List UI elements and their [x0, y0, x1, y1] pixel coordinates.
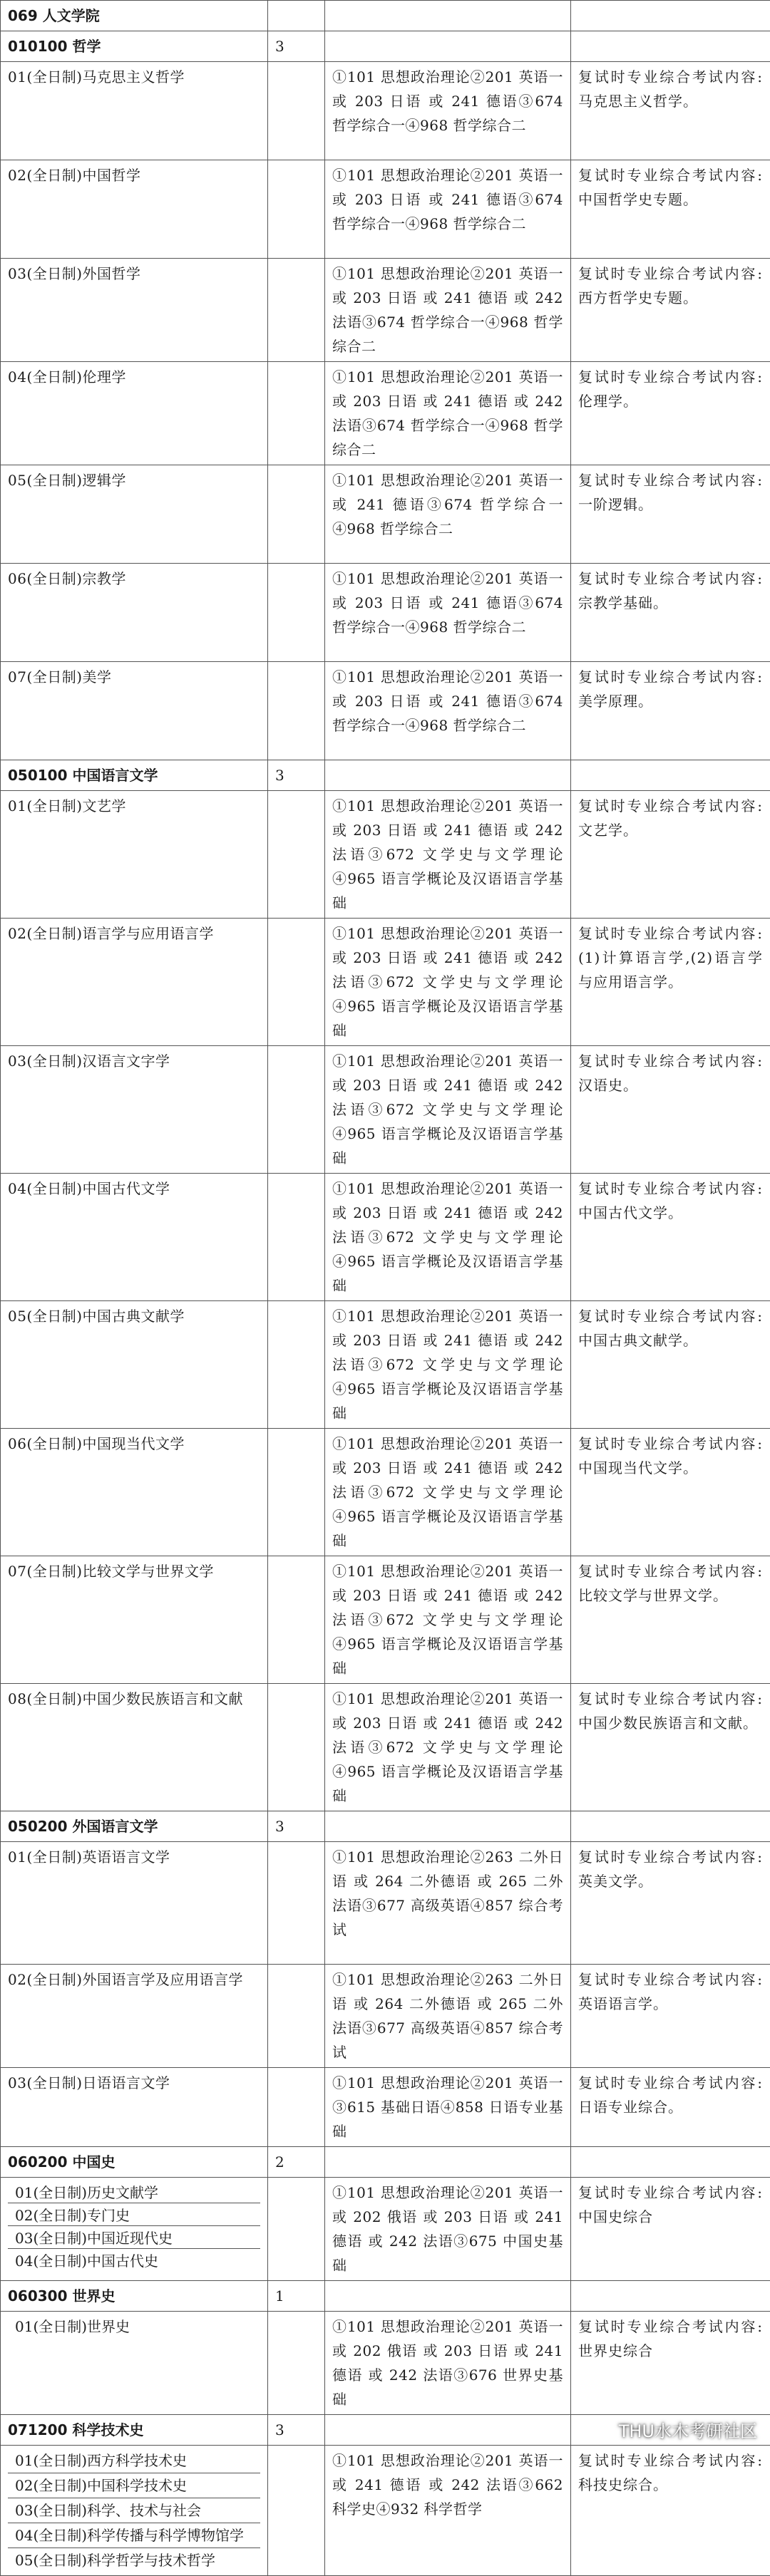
watermark-text: THU水木考研社区: [619, 2417, 757, 2442]
retest-note: 复试时专业综合考试内容:比较文学与世界文学。: [571, 1556, 770, 1684]
retest-note: 复试时专业综合考试内容:日语专业综合。: [571, 2068, 770, 2147]
direction-name: 02(全日制)语言学与应用语言学: [1, 919, 268, 1046]
direction-quota-empty: [268, 2068, 325, 2147]
catalog-body: [1, 1, 770, 2576]
direction-name: 04(全日制)中国古代文学: [1, 1174, 268, 1301]
direction-name: 04(全日制)伦理学: [1, 362, 268, 465]
direction-quota-empty: [268, 1556, 325, 1684]
direction-name: 01(全日制)马克思主义哲学: [1, 62, 268, 160]
retest-note: 复试时专业综合考试内容:中国现当代文学。: [571, 1429, 770, 1556]
direction-name: 06(全日制)宗教学: [1, 564, 268, 662]
retest-note: 复试时专业综合考试内容:中国少数民族语言和文献。: [571, 1684, 770, 1811]
direction-name: 04(全日制)科学传播与科学博物馆学: [8, 2523, 260, 2548]
direction-name: 07(全日制)比较文学与世界文学: [1, 1556, 268, 1684]
retest-note: 复试时专业综合考试内容:一阶逻辑。: [571, 465, 770, 564]
direction-name: 06(全日制)中国现当代文学: [1, 1429, 268, 1556]
exam-subjects: ①101 思想政治理论②201 英语一 或 202 俄语 或 203 日语 或 241 德语 或 242 法语③676 世界史基础: [325, 2312, 571, 2415]
direction-row: [1, 259, 770, 362]
exam-subjects: ①101 思想政治理论②201 英语一 或 203 日语 或 241 德语③674 哲学综合一④968 哲学综合二: [325, 662, 571, 760]
major-code-name: 060300 世界史: [1, 2281, 268, 2312]
major-row: [1, 2147, 770, 2178]
direction-group-row: [1, 2446, 770, 2576]
direction-quota-empty: [268, 2312, 325, 2415]
direction-list: [1, 2312, 268, 2415]
direction-row: [1, 62, 770, 160]
exam-subjects-empty: [325, 1811, 571, 1842]
direction-group-row: [1, 2178, 770, 2281]
retest-note: 复试时专业综合考试内容:马克思主义哲学。: [571, 62, 770, 160]
direction-name: 04(全日制)中国古代史: [8, 2249, 260, 2271]
direction-row: [1, 465, 770, 564]
major-code-name: 050200 外国语言文学: [1, 1811, 268, 1842]
watermark: [589, 2417, 757, 2442]
retest-note: 复试时专业综合考试内容:美学原理。: [571, 662, 770, 760]
direction-row: [1, 1842, 770, 1965]
exam-subjects: ①101 思想政治理论②201 英语一 或 203 日语 或 241 德语 或 242 法语③672 文学史与文学理论④965 语言学概论及汉语语言学基础: [325, 1046, 571, 1174]
direction-name: 05(全日制)逻辑学: [1, 465, 268, 564]
major-quota: 3: [268, 1811, 325, 1842]
direction-quota-empty: [268, 2178, 325, 2281]
direction-row: [1, 564, 770, 662]
direction-row: [1, 2068, 770, 2147]
major-code-name: 050100 中国语言文学: [1, 760, 268, 791]
retest-note: 复试时专业综合考试内容:中国哲学史专题。: [571, 160, 770, 259]
direction-name: 03(全日制)日语语言文学: [1, 2068, 268, 2147]
direction-row: [1, 791, 770, 919]
direction-name: 03(全日制)中国近现代史: [8, 2226, 260, 2249]
exam-subjects: ①101 思想政治理论②201 英语一 或 203 日语 或 241 德语③674 哲学综合一④968 哲学综合二: [325, 564, 571, 662]
exam-subjects: ①101 思想政治理论②201 英语一 或 203 日语 或 241 德语 或 242 法语③672 文学史与文学理论④965 语言学概论及汉语语言学基础: [325, 919, 571, 1046]
direction-quota-empty: [268, 1046, 325, 1174]
exam-subjects: ①101 思想政治理论②201 英语一 或 203 日语 或 241 德语③674 哲学综合一④968 哲学综合二: [325, 160, 571, 259]
major-quota: 3: [268, 2415, 325, 2446]
exam-subjects: ①101 思想政治理论②201 英语一 或 203 日语 或 241 德语 或 242 法语③674 哲学综合一④968 哲学综合二: [325, 259, 571, 362]
direction-name: 08(全日制)中国少数民族语言和文献: [1, 1684, 268, 1811]
major-row: [1, 1811, 770, 1842]
direction-quota-empty: [268, 465, 325, 564]
direction-quota-empty: [268, 919, 325, 1046]
major-quota: 3: [268, 760, 325, 791]
direction-row: [1, 1556, 770, 1684]
exam-subjects: ①101 思想政治理论②263 二外日语 或 264 二外德语 或 265 二外法语③677 高级英语④857 综合考试: [325, 1965, 571, 2068]
retest-note: 复试时专业综合考试内容:科技史综合。: [571, 2446, 770, 2576]
note-empty: [571, 2281, 770, 2312]
direction-row: [1, 919, 770, 1046]
institute-row: [1, 1, 770, 31]
direction-row: [1, 1965, 770, 2068]
exam-subjects: ①101 思想政治理论②201 英语一 或 203 日语 或 241 德语 或 242 法语③672 文学史与文学理论④965 语言学概论及汉语语言学基础: [325, 791, 571, 919]
institute-name: 069 人文学院: [1, 1, 268, 31]
retest-note: 复试时专业综合考试内容:中国古典文献学。: [571, 1301, 770, 1429]
retest-note: 复试时专业综合考试内容:文艺学。: [571, 791, 770, 919]
exam-subjects-empty: [325, 2415, 571, 2446]
note-empty: [571, 760, 770, 791]
direction-name: 03(全日制)外国哲学: [1, 259, 268, 362]
direction-list: [1, 2446, 268, 2576]
direction-name: 01(全日制)历史文献学: [8, 2181, 260, 2203]
major-code-name: 060200 中国史: [1, 2147, 268, 2178]
direction-name: 07(全日制)美学: [1, 662, 268, 760]
exam-subjects-empty: [325, 760, 571, 791]
exam-subjects: ①101 思想政治理论②201 英语一 或 241 德语③674 哲学综合一④968 哲学综合二: [325, 465, 571, 564]
exam-subjects-empty: [325, 31, 571, 62]
retest-note: 复试时专业综合考试内容:宗教学基础。: [571, 564, 770, 662]
direction-row: [1, 362, 770, 465]
direction-group-row: [1, 2312, 770, 2415]
retest-note: 复试时专业综合考试内容:中国史综合: [571, 2178, 770, 2281]
exam-subjects: ①101 思想政治理论②201 英语一 或 202 俄语 或 203 日语 或 241 德语 或 242 法语③675 中国史基础: [325, 2178, 571, 2281]
exam-subjects: ①101 思想政治理论②201 英语一 或 203 日语 或 241 德语 或 242 法语③672 文学史与文学理论④965 语言学概论及汉语语言学基础: [325, 1684, 571, 1811]
retest-note: 复试时专业综合考试内容:英语语言学。: [571, 1965, 770, 2068]
major-row: [1, 2281, 770, 2312]
major-quota: 2: [268, 2147, 325, 2178]
direction-name: 05(全日制)科学哲学与技术哲学: [8, 2548, 260, 2572]
direction-row: [1, 1046, 770, 1174]
direction-row: [1, 1301, 770, 1429]
direction-quota-empty: [268, 362, 325, 465]
direction-quota-empty: [268, 662, 325, 760]
major-code-name: 010100 哲学: [1, 31, 268, 62]
direction-name: 03(全日制)科学、技术与社会: [8, 2498, 260, 2523]
note-empty: [571, 1811, 770, 1842]
direction-list: [1, 2178, 268, 2281]
exam-subjects-empty: [325, 2281, 571, 2312]
direction-quota-empty: [268, 160, 325, 259]
retest-note: 复试时专业综合考试内容:西方哲学史专题。: [571, 259, 770, 362]
direction-name: 01(全日制)英语语言文学: [1, 1842, 268, 1965]
direction-name: 01(全日制)文艺学: [1, 791, 268, 919]
retest-note: 复试时专业综合考试内容:中国古代文学。: [571, 1174, 770, 1301]
exam-subjects: ①101 思想政治理论②263 二外日语 或 264 二外德语 或 265 二外法语③677 高级英语④857 综合考试: [325, 1842, 571, 1965]
direction-name: 01(全日制)西方科学技术史: [8, 2448, 260, 2473]
note-empty: [571, 2147, 770, 2178]
direction-quota-empty: [268, 1301, 325, 1429]
exam-subjects: ①101 思想政治理论②201 英语一 或 203 日语 或 241 德语 或 242 法语③672 文学史与文学理论④965 语言学概论及汉语语言学基础: [325, 1301, 571, 1429]
direction-row: [1, 1174, 770, 1301]
major-row: [1, 760, 770, 791]
direction-quota-empty: [268, 259, 325, 362]
exam-subjects: ①101 思想政治理论②201 英语一 或 203 日语 或 241 德语 或 242 法语③672 文学史与文学理论④965 语言学概论及汉语语言学基础: [325, 1174, 571, 1301]
direction-quota-empty: [268, 62, 325, 160]
major-quota: 3: [268, 31, 325, 62]
exam-subjects: ①101 思想政治理论②201 英语一 或 203 日语 或 241 德语 或 242 法语③672 文学史与文学理论④965 语言学概论及汉语语言学基础: [325, 1429, 571, 1556]
direction-name: 02(全日制)中国科学技术史: [8, 2473, 260, 2498]
direction-quota-empty: [268, 1965, 325, 2068]
exam-subjects: ①101 思想政治理论②201 英语一 或 203 日语 或 241 德语 或 242 法语③672 文学史与文学理论④965 语言学概论及汉语语言学基础: [325, 1556, 571, 1684]
direction-quota-empty: [268, 1174, 325, 1301]
retest-note: 复试时专业综合考试内容:(1)计算语言学,(2)语言学与应用语言学。: [571, 919, 770, 1046]
exam-subjects: ①101 思想政治理论②201 英语一 或 241 德语 或 242 法语③662 科学史④932 科学哲学: [325, 2446, 571, 2576]
direction-quota-empty: [268, 1429, 325, 1556]
direction-quota-empty: [268, 1684, 325, 1811]
direction-name: 02(全日制)中国哲学: [1, 160, 268, 259]
direction-quota-empty: [268, 791, 325, 919]
retest-note: 复试时专业综合考试内容:伦理学。: [571, 362, 770, 465]
exam-subjects: ①101 思想政治理论②201 英语一 或 203 日语 或 241 德语 或 242 法语③674 哲学综合一④968 哲学综合二: [325, 362, 571, 465]
direction-quota-empty: [268, 564, 325, 662]
major-quota: 1: [268, 2281, 325, 2312]
retest-note: 复试时专业综合考试内容:世界史综合: [571, 2312, 770, 2415]
direction-name: 03(全日制)汉语言文字学: [1, 1046, 268, 1174]
note-empty: [571, 31, 770, 62]
direction-row: [1, 662, 770, 760]
wechat-icon: [589, 2419, 613, 2441]
retest-note: 复试时专业综合考试内容:汉语史。: [571, 1046, 770, 1174]
direction-row: [1, 160, 770, 259]
exam-subjects: ①101 思想政治理论②201 英语一 或 203 日语 或 241 德语③674 哲学综合一④968 哲学综合二: [325, 62, 571, 160]
retest-note: 复试时专业综合考试内容:英美文学。: [571, 1842, 770, 1965]
direction-quota-empty: [268, 2446, 325, 2576]
direction-name: 02(全日制)外国语言学及应用语言学: [1, 1965, 268, 2068]
direction-name: 05(全日制)中国古典文献学: [1, 1301, 268, 1429]
exam-subjects-empty: [325, 2147, 571, 2178]
direction-name: 01(全日制)世界史: [8, 2314, 260, 2411]
major-code-name: 071200 科学技术史: [1, 2415, 268, 2446]
direction-row: [1, 1684, 770, 1811]
direction-name: 02(全日制)专门史: [8, 2203, 260, 2226]
exam-subjects: ①101 思想政治理论②201 英语一③615 基础日语④858 日语专业基础: [325, 2068, 571, 2147]
direction-row: [1, 1429, 770, 1556]
major-row: [1, 31, 770, 62]
direction-quota-empty: [268, 1842, 325, 1965]
